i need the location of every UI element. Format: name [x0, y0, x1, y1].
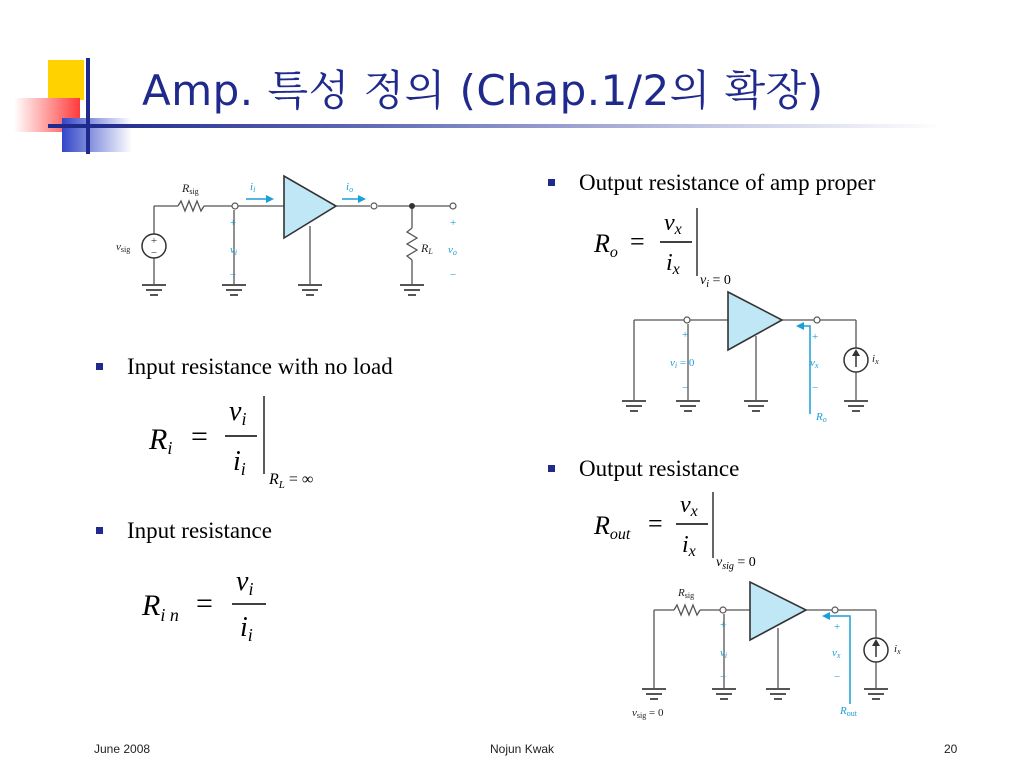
vi-plus-3: +: [720, 619, 727, 631]
eq-rin-denominator: ii: [240, 612, 253, 645]
vi-plus: +: [230, 217, 237, 229]
ii-label: ii: [250, 181, 256, 194]
vsig-zero-label: vsig = 0: [632, 707, 664, 720]
eq-rout-lhs: Rout: [594, 511, 631, 543]
ix-label-3: ix: [894, 643, 901, 656]
eq-ro-equals: =: [630, 227, 645, 256]
footer-author: Nojun Kwak: [490, 742, 555, 756]
vi0-plus: +: [682, 329, 689, 341]
vi0-label: vi = 0: [670, 357, 695, 370]
bullet-output-text: Output resistance: [579, 456, 740, 481]
vi-minus: −: [230, 269, 237, 281]
eq-ro-numerator: vx: [664, 210, 682, 238]
eq-rout-denominator: ix: [682, 532, 696, 560]
circuit-1-svg: [108, 168, 476, 304]
eq-ro-lhs: Ro: [594, 229, 618, 261]
amp-circuit-rout-test: [620, 576, 920, 726]
bullet-marker: [548, 465, 555, 472]
vx-minus: −: [812, 382, 819, 394]
eq-rin-lhs: $R_{i n}$: [142, 589, 179, 625]
vi-label: vi: [230, 244, 238, 257]
amp-circuit-with-load: [108, 168, 476, 304]
bullet-marker: [96, 527, 103, 534]
footer-page-number: 20: [944, 742, 958, 756]
ro-arrow-label: Ro: [816, 411, 827, 424]
eq-ri-equals: =: [191, 420, 208, 453]
rout-arrow-label: Rout: [840, 705, 857, 718]
circuit-2-svg: [620, 288, 890, 430]
io-label: io: [346, 181, 354, 194]
rsig-label: Rsig: [182, 181, 199, 196]
equation-ri: [145, 394, 355, 490]
vx-plus-3: +: [834, 621, 841, 633]
rsig-label-3: Rsig: [678, 587, 695, 600]
eq-ri-numerator: vi: [229, 396, 247, 429]
title-underline: [92, 124, 942, 128]
eq-rin-equals: =: [196, 587, 213, 620]
vx-label-3: vx: [832, 647, 841, 660]
eq-rout-condition: $v_{sig} = 0$: [716, 555, 756, 572]
amp-circuit-output-test: [620, 288, 890, 430]
bullet-input: [96, 518, 272, 544]
bullet-output-amp-proper-text: Output resistance of amp proper: [579, 170, 876, 195]
ix-label: ix: [872, 353, 879, 366]
amplifier-symbol-2: [728, 292, 782, 350]
bullet-output-amp-proper: [548, 170, 875, 196]
source-minus: −: [150, 247, 158, 259]
eq-ro-denominator: ix: [666, 250, 680, 278]
equation-rin: [138, 564, 288, 654]
slide-title: Amp. 특성 정의 (Chap.1/2의 확장): [142, 66, 824, 115]
equation-ro: [590, 206, 760, 292]
vi0-minus: −: [682, 382, 689, 394]
vo-label: vo: [448, 244, 457, 257]
rl-label: RL: [421, 241, 433, 256]
vi-minus-3: −: [720, 671, 727, 683]
eq-rout-equals: =: [648, 509, 663, 538]
bullet-input-no-load-text: Input resistance with no load: [127, 354, 393, 379]
footer-date: June 2008: [94, 742, 151, 756]
bullet-marker: [96, 363, 103, 370]
vo-minus: −: [450, 269, 457, 281]
eq-ri-denominator: ii: [233, 446, 246, 479]
bullet-input-text: Input resistance: [127, 518, 272, 543]
eq-ri-condition: $R_L$ = ∞: [269, 471, 314, 490]
circuit-3-svg: [620, 576, 920, 726]
eq-ri-lhs: Ri: [149, 423, 173, 458]
vo-plus: +: [450, 217, 457, 229]
vx-plus: +: [812, 331, 819, 343]
vi-label-3: vi: [720, 647, 728, 660]
eq-rout-numerator: vx: [680, 492, 698, 520]
eq-rin-numerator: vi: [236, 566, 254, 599]
bullet-output: [548, 456, 739, 482]
vx-minus-3: −: [834, 671, 841, 683]
vsig-label: vsig: [116, 241, 131, 254]
bullet-marker: [548, 179, 555, 186]
eq-ro-condition: $v_i = 0$: [700, 273, 731, 290]
source-plus: +: [150, 235, 158, 247]
bullet-input-no-load: [96, 354, 393, 380]
title-decoration: [0, 0, 140, 160]
vx-label: vx: [810, 357, 819, 370]
equation-rout: [590, 490, 790, 576]
